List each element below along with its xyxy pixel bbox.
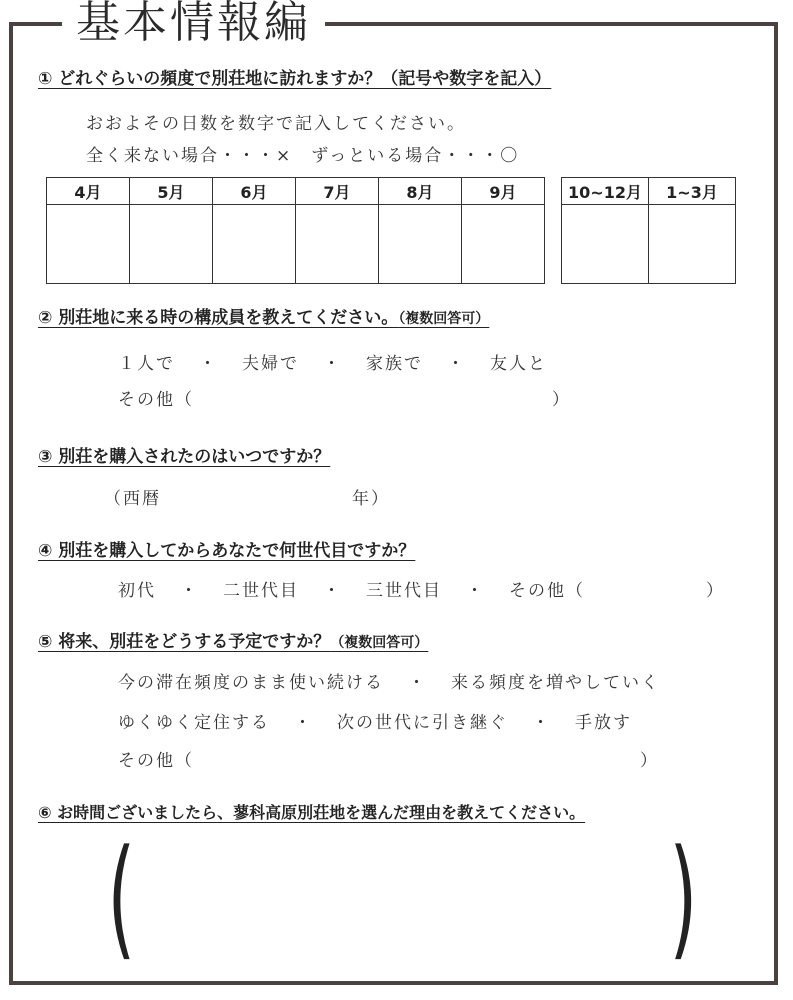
months-table-main (46, 177, 545, 284)
q2-other-open: その他（ (118, 390, 194, 410)
month-cell[interactable] (462, 205, 545, 284)
option-settle[interactable]: ゆくゆく定住する (118, 713, 270, 733)
month-header: 5月 (130, 178, 213, 205)
q4-other-close: ） (706, 581, 725, 601)
option-other[interactable]: その他（ (509, 581, 585, 601)
option-first-gen[interactable]: 初代 (118, 581, 156, 601)
question-2: ② 別荘地に来る時の構成員を教えてください。（複数回答可） (38, 308, 490, 328)
month-header: 4月 (47, 178, 130, 205)
month-header: 8月 (379, 178, 462, 205)
month-header: 6月 (213, 178, 296, 205)
month-cell[interactable] (562, 205, 649, 284)
option-second-gen[interactable]: 二世代目 (223, 581, 299, 601)
answer-close-paren: ) (669, 821, 698, 973)
option-pass-on[interactable]: 次の世代に引き継ぐ (337, 713, 508, 733)
option-family[interactable]: 家族で (366, 354, 423, 374)
q1-instruction: おおよその日数を数字で記入してください。 (86, 114, 466, 134)
answer-open-paren: ( (107, 821, 136, 973)
month-cell[interactable] (379, 205, 462, 284)
q5-options-row2: ゆくゆく定住する ・ 次の世代に引き継ぐ ・ 手放す (118, 713, 632, 733)
option-keep-using[interactable]: 今の滞在頻度のまま使い続ける (118, 673, 384, 693)
q5-other-close: ） (640, 751, 659, 771)
month-header: 7月 (296, 178, 379, 205)
question-3: ③ 別荘を購入されたのはいつですか？ (38, 447, 331, 467)
option-third-gen[interactable]: 三世代目 (366, 581, 442, 601)
months-table-extra (561, 177, 736, 284)
page-title: 基本情報編 (62, 0, 325, 46)
q3-year-open: （西暦 (104, 489, 161, 509)
q5-other-open: その他（ (118, 751, 194, 771)
month-cell[interactable] (130, 205, 213, 284)
q2-options: １人で ・ 夫婦で ・ 家族で ・ 友人と (118, 354, 547, 374)
month-header: 1~3月 (649, 178, 736, 205)
month-header: 9月 (462, 178, 545, 205)
month-cell[interactable] (47, 205, 130, 284)
question-5: ⑤ 将来、別荘をどうする予定ですか？（複数回答可） (38, 632, 429, 652)
reason-answer-area[interactable] (150, 845, 650, 965)
option-friends[interactable]: 友人と (490, 354, 547, 374)
option-alone[interactable]: １人で (118, 354, 175, 374)
q4-options: 初代 ・ 二世代目 ・ 三世代目 ・ その他（ (118, 581, 585, 601)
question-1: ① どれぐらいの頻度で別荘地に訪れますか？（記号や数字を記入） (38, 69, 552, 89)
option-increase-visits[interactable]: 来る頻度を増やしていく (451, 673, 660, 693)
month-cell[interactable] (213, 205, 296, 284)
month-cell[interactable] (296, 205, 379, 284)
month-header: 10~12月 (562, 178, 649, 205)
question-6: ⑥ お時間ございましたら、蓼科高原別荘地を選んだ理由を教えてください。 (38, 803, 586, 822)
question-4: ④ 別荘を購入してからあなたで何世代目ですか？ (38, 541, 416, 561)
q5-options-row1: 今の滞在頻度のまま使い続ける ・ 来る頻度を増やしていく (118, 673, 660, 693)
option-couple[interactable]: 夫婦で (242, 354, 299, 374)
q2-other-close: ） (552, 390, 571, 410)
q1-legend: 全く来ない場合・・・× ずっといる場合・・・〇 (86, 146, 520, 166)
month-cell[interactable] (649, 205, 736, 284)
option-sell[interactable]: 手放す (575, 713, 632, 733)
q3-year-close: 年） (352, 489, 390, 509)
